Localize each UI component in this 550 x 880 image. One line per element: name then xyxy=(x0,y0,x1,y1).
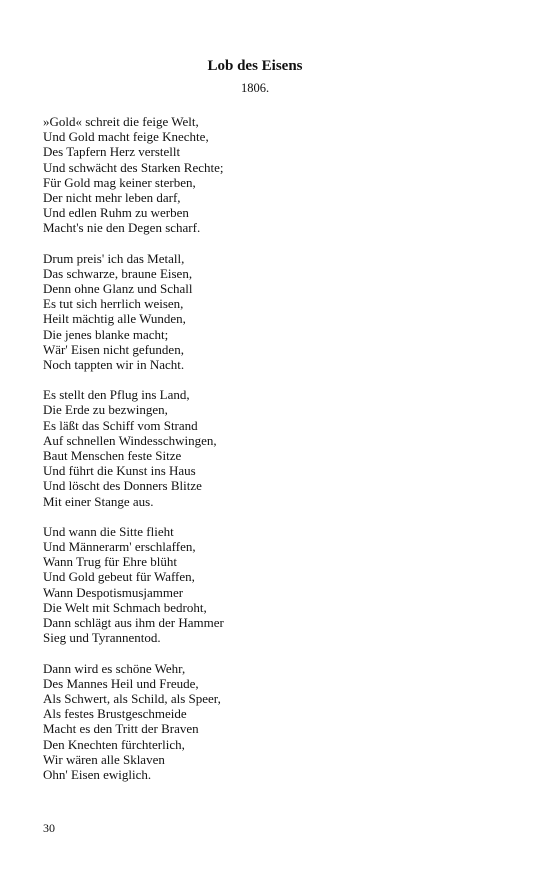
verse-line: Drum preis' ich das Metall, xyxy=(43,250,185,266)
stanza-5 xyxy=(43,661,503,783)
verse-line: Wir wären alle Sklaven xyxy=(43,751,165,767)
verse-line: Die Welt mit Schmach bedroht, xyxy=(43,599,207,615)
page-number: 30 xyxy=(43,821,55,835)
stanza-4 xyxy=(43,524,503,646)
verse-line: Dann schlägt aus ihm der Hammer xyxy=(43,615,224,631)
verse-line: Auf schnellen Windesschwingen, xyxy=(43,432,217,448)
verse-line: Mit einer Stange aus. xyxy=(43,493,154,509)
verse-line: Für Gold mag keiner sterben, xyxy=(43,174,196,190)
verse-line: Des Tapfern Herz verstellt xyxy=(43,144,181,160)
verse-line: Ohn' Eisen ewiglich. xyxy=(43,766,152,782)
verse-line: Macht's nie den Degen scharf. xyxy=(43,220,201,236)
stanza-3 xyxy=(43,387,503,509)
verse-line: Der nicht mehr leben darf, xyxy=(43,190,181,206)
verse-line: Und löscht des Donners Blitze xyxy=(43,478,202,494)
verse-line: Und Gold macht feige Knechte, xyxy=(43,129,209,145)
verse-line: Die jenes blanke macht; xyxy=(43,326,169,342)
verse-line: Es tut sich herrlich weisen, xyxy=(43,296,184,312)
verse-line: Macht es den Tritt der Braven xyxy=(43,721,199,737)
verse-line: Und schwächt des Starken Rechte; xyxy=(43,159,224,175)
verse-line: Dann wird es schöne Wehr, xyxy=(43,660,186,676)
verse-line: Des Mannes Heil und Freude, xyxy=(43,675,199,691)
stanza-1 xyxy=(43,114,503,236)
verse-line: Denn ohne Glanz und Schall xyxy=(43,281,193,297)
verse-line: Es läßt das Schiff vom Strand xyxy=(43,417,198,433)
verse-line: Und Gold gebeut für Waffen, xyxy=(43,569,195,585)
verse-line: Und edlen Ruhm zu werben xyxy=(43,205,189,221)
stanza-2 xyxy=(43,251,503,373)
verse-line: Baut Menschen feste Sitze xyxy=(43,448,182,464)
verse-line: »Gold« schreit die feige Welt, xyxy=(43,114,199,129)
verse-line: Und führt die Kunst ins Haus xyxy=(43,463,196,479)
poem-body xyxy=(43,114,503,797)
verse-line: Den Knechten fürchterlich, xyxy=(43,736,185,752)
verse-line: Wär' Eisen nicht gefunden, xyxy=(43,341,184,357)
verse-line: Es stellt den Pflug ins Land, xyxy=(43,387,190,403)
verse-line: Und wann die Sitte flieht xyxy=(43,523,174,539)
verse-line: Sieg und Tyrannentod. xyxy=(43,630,161,646)
poem-title: Lob des Eisens xyxy=(207,58,303,74)
verse-line: Das schwarze, braune Eisen, xyxy=(43,265,193,281)
verse-line: Die Erde zu bezwingen, xyxy=(43,402,168,418)
verse-line: Noch tappten wir in Nacht. xyxy=(43,357,185,373)
verse-line: Wann Trug für Ehre blüht xyxy=(43,554,177,570)
verse-line: Heilt mächtig alle Wunden, xyxy=(43,311,186,327)
verse-line: Und Männerarm' erschlaffen, xyxy=(43,539,196,555)
verse-line: Wann Despotismusjammer xyxy=(43,584,184,600)
verse-line: Als Schwert, als Schild, als Speer, xyxy=(43,690,221,706)
verse-line: Als festes Brustgeschmeide xyxy=(43,706,187,722)
poem-date: 1806. xyxy=(240,81,270,95)
